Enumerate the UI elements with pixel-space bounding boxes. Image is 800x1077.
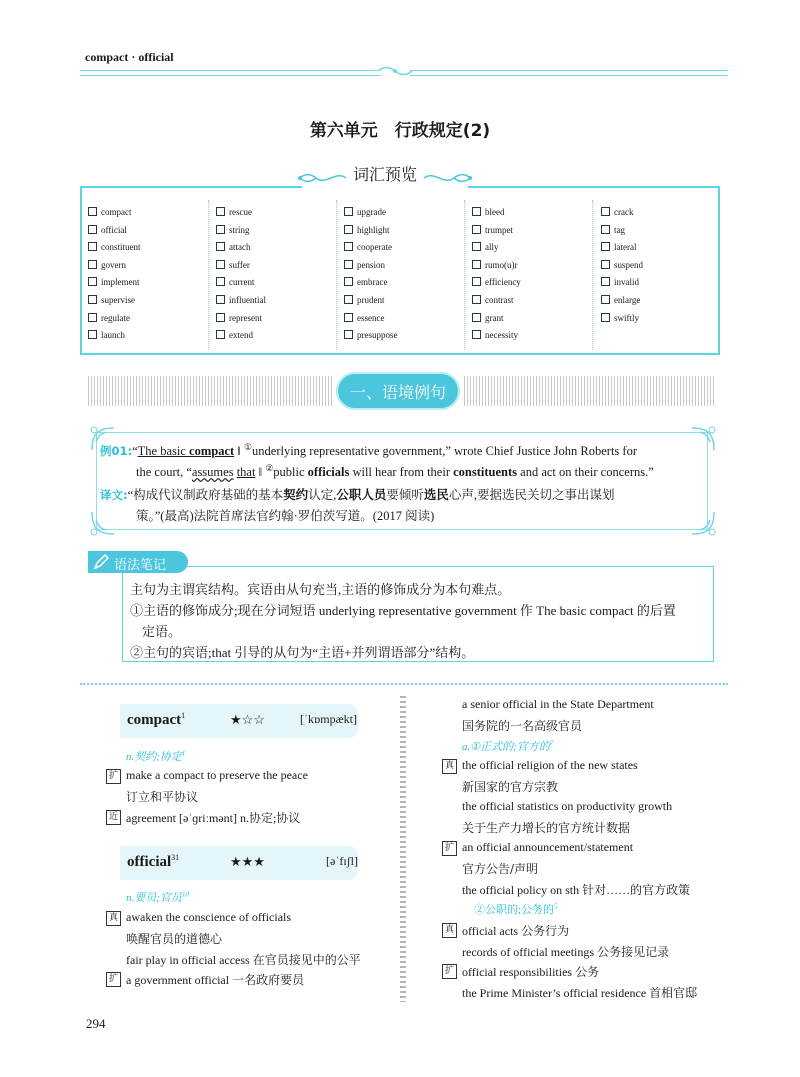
vocab-item[interactable]: suspend bbox=[601, 257, 721, 275]
corner-flourish-icon bbox=[88, 508, 118, 538]
header-rule-left bbox=[80, 70, 380, 76]
example-line: the official religion of the new states bbox=[462, 758, 638, 772]
vocab-item[interactable]: contrast bbox=[472, 292, 592, 310]
example-line: fair play in official access 在官员接见中的公平 bbox=[126, 953, 361, 967]
corner-flourish-icon bbox=[688, 424, 718, 454]
vocab-item[interactable]: rescue bbox=[216, 204, 336, 222]
extension-tag: 扩 bbox=[442, 841, 457, 856]
unit-title: 第六单元 行政规定(2) bbox=[309, 121, 491, 141]
grammar-note-line: ①主语的修饰成分;现在分词短语 underlying representative government 作 The basic compact 的后置 bbox=[130, 603, 676, 618]
vocab-item[interactable]: suffer bbox=[216, 257, 336, 275]
example-line: a government official 一名政府要员 bbox=[126, 973, 305, 987]
example-line: official acts 公务行为 bbox=[462, 924, 570, 938]
translation-line: 订立和平协议 bbox=[126, 790, 199, 804]
pen-icon bbox=[92, 553, 110, 571]
grammar-note-line: 主句为主谓宾结构。宾语由从句充当,主语的修饰成分为本句难点。 bbox=[130, 582, 511, 597]
example-line: the Prime Minister’s official residence 首相官邸 bbox=[462, 986, 698, 1000]
headword-official: official$^{31}$ bbox=[127, 853, 180, 870]
vocab-column-1 bbox=[88, 204, 208, 345]
vocab-item[interactable]: enlarge bbox=[601, 292, 721, 310]
frequency-stars: ★★★ bbox=[230, 854, 265, 869]
vocab-column-4 bbox=[472, 204, 592, 345]
example-line: records of official meetings 公务接见记录 bbox=[462, 945, 670, 959]
exam-tag: 真 bbox=[442, 923, 457, 938]
banner-stripe-right bbox=[464, 376, 714, 406]
sense-label: n.契约;协定$^1$ bbox=[126, 749, 186, 763]
vocab-item[interactable]: represent bbox=[216, 310, 336, 328]
frequency-stars: ★☆☆ bbox=[230, 712, 265, 727]
header-ornament-icon bbox=[376, 64, 414, 78]
example-line: make a compact to preserve the peace bbox=[126, 768, 308, 782]
grammar-note-line: ②主句的宾语;that 引导的从句为“主语+并列谓语部分”结构。 bbox=[130, 645, 475, 660]
vocab-item[interactable]: compact bbox=[88, 204, 208, 222]
vocab-item[interactable]: influential bbox=[216, 292, 336, 310]
vocab-item[interactable]: string bbox=[216, 222, 336, 240]
example-english-line-2: the court, “assumes that ‖ ②public officials will hear from their constituents and act on their concerns.” bbox=[136, 463, 654, 480]
translation-line: 关于生产力增长的官方统计数据 bbox=[462, 821, 631, 835]
banner-stripe-left bbox=[88, 376, 332, 406]
vocab-item[interactable]: necessity bbox=[472, 327, 592, 345]
headword-compact: compact$^1$ bbox=[127, 711, 186, 728]
example-english-line-1: 例01:“The basic compact ‖ ①underlying representative government,” wrote Chief Justice John Roberts for bbox=[100, 442, 637, 459]
vocab-column-3 bbox=[344, 204, 464, 345]
vocab-item[interactable]: trumpet bbox=[472, 222, 592, 240]
vocab-item[interactable]: grant bbox=[472, 310, 592, 328]
vocab-divider bbox=[592, 200, 594, 350]
vocab-item[interactable]: prudent bbox=[344, 292, 464, 310]
vocab-item[interactable]: bleed bbox=[472, 204, 592, 222]
column-divider bbox=[400, 696, 406, 1002]
synonym-tag: 近 bbox=[106, 810, 121, 825]
vocab-item[interactable]: rumo(u)r bbox=[472, 257, 592, 275]
translation-line: 国务院的一名高级官员 bbox=[462, 719, 583, 733]
vocab-item[interactable]: lateral bbox=[601, 239, 721, 257]
translation-line: 唤醒官员的道德心 bbox=[126, 932, 223, 946]
vocab-item[interactable]: govern bbox=[88, 257, 208, 275]
phonetic: [ˈkɒmpækt] bbox=[300, 712, 357, 726]
vocab-item[interactable]: extend bbox=[216, 327, 336, 345]
vocab-item[interactable]: implement bbox=[88, 274, 208, 292]
section-banner-title: 一、语境例句 bbox=[349, 383, 446, 402]
vocab-column-2 bbox=[216, 204, 336, 345]
sense-label: n.要员;官员$^{10}$ bbox=[126, 890, 189, 904]
grammar-note-label: 语法笔记 bbox=[114, 558, 167, 573]
extension-tag: 扩 bbox=[106, 972, 121, 987]
running-head: compact · official bbox=[85, 50, 174, 64]
vocab-item[interactable]: official bbox=[88, 222, 208, 240]
vocab-item[interactable]: essence bbox=[344, 310, 464, 328]
exam-tag: 真 bbox=[106, 911, 121, 926]
grammar-note-line: 定语。 bbox=[142, 624, 182, 639]
synonym-line: agreement [əˈɡriːmənt] n.协定;协议 bbox=[126, 811, 301, 825]
corner-flourish-icon bbox=[688, 508, 718, 538]
vocab-item[interactable]: invalid bbox=[601, 274, 721, 292]
vocab-item[interactable]: presuppose bbox=[344, 327, 464, 345]
example-translation-line-2: 策。”(最高)法院首席法官约翰·罗伯茨写道。(2017 阅读) bbox=[136, 509, 435, 523]
example-line: official responsibilities 公务 bbox=[462, 965, 600, 979]
vocab-divider bbox=[464, 200, 466, 350]
vocab-item[interactable]: tag bbox=[601, 222, 721, 240]
vocab-item[interactable]: current bbox=[216, 274, 336, 292]
example-line: the official policy on sth 针对……的官方政策 bbox=[462, 883, 691, 897]
exam-tag: 真 bbox=[442, 759, 457, 774]
vocab-item[interactable]: launch bbox=[88, 327, 208, 345]
vocab-title: 词汇预览 bbox=[352, 165, 417, 184]
translation-line: 新国家的官方宗教 bbox=[462, 780, 559, 794]
vocab-item[interactable]: ally bbox=[472, 239, 592, 257]
vocab-item[interactable]: highlight bbox=[344, 222, 464, 240]
example-line: the official statistics on productivity growth bbox=[462, 799, 673, 813]
example-line: an official announcement/statement bbox=[462, 840, 634, 854]
example-line: awaken the conscience of officials bbox=[126, 910, 292, 924]
vocab-item[interactable]: attach bbox=[216, 239, 336, 257]
vocab-column-5 bbox=[601, 204, 721, 327]
vocab-item[interactable]: embrace bbox=[344, 274, 464, 292]
vocab-item[interactable]: regulate bbox=[88, 310, 208, 328]
example-label: 例01: bbox=[100, 444, 133, 459]
vocab-item[interactable]: cooperate bbox=[344, 239, 464, 257]
vocab-item[interactable]: swiftly bbox=[601, 310, 721, 328]
section-dotted-rule bbox=[80, 683, 728, 685]
translation-label: 译文: bbox=[100, 488, 128, 502]
vocab-divider bbox=[336, 200, 338, 350]
example-translation-line-1: 译文:“构成代议制政府基础的基本契约认定,公职人员要倾听选民心声,要据选民关切之事出谋划 bbox=[100, 488, 615, 502]
translation-line: 官方公告/声明 bbox=[462, 862, 539, 876]
vocab-item[interactable]: efficiency bbox=[472, 274, 592, 292]
phonetic: [əˈfɪʃl] bbox=[326, 854, 358, 868]
vocab-item[interactable]: pension bbox=[344, 257, 464, 275]
extension-tag: 扩 bbox=[442, 964, 457, 979]
header-rule-right bbox=[410, 70, 728, 76]
sense-label: a.①正式的;官方的$^7$ bbox=[462, 739, 554, 753]
extension-tag: 扩 bbox=[106, 769, 121, 784]
vocab-item[interactable]: supervise bbox=[88, 292, 208, 310]
vocab-item[interactable]: constituent bbox=[88, 239, 208, 257]
sense-label: ②公职的;公务的$^5$ bbox=[474, 902, 558, 916]
page-number: 294 bbox=[86, 1016, 106, 1031]
vocab-divider bbox=[208, 200, 210, 350]
vocab-item[interactable]: crack bbox=[601, 204, 721, 222]
vocab-item[interactable]: upgrade bbox=[344, 204, 464, 222]
example-line: a senior official in the State Department bbox=[462, 697, 654, 711]
